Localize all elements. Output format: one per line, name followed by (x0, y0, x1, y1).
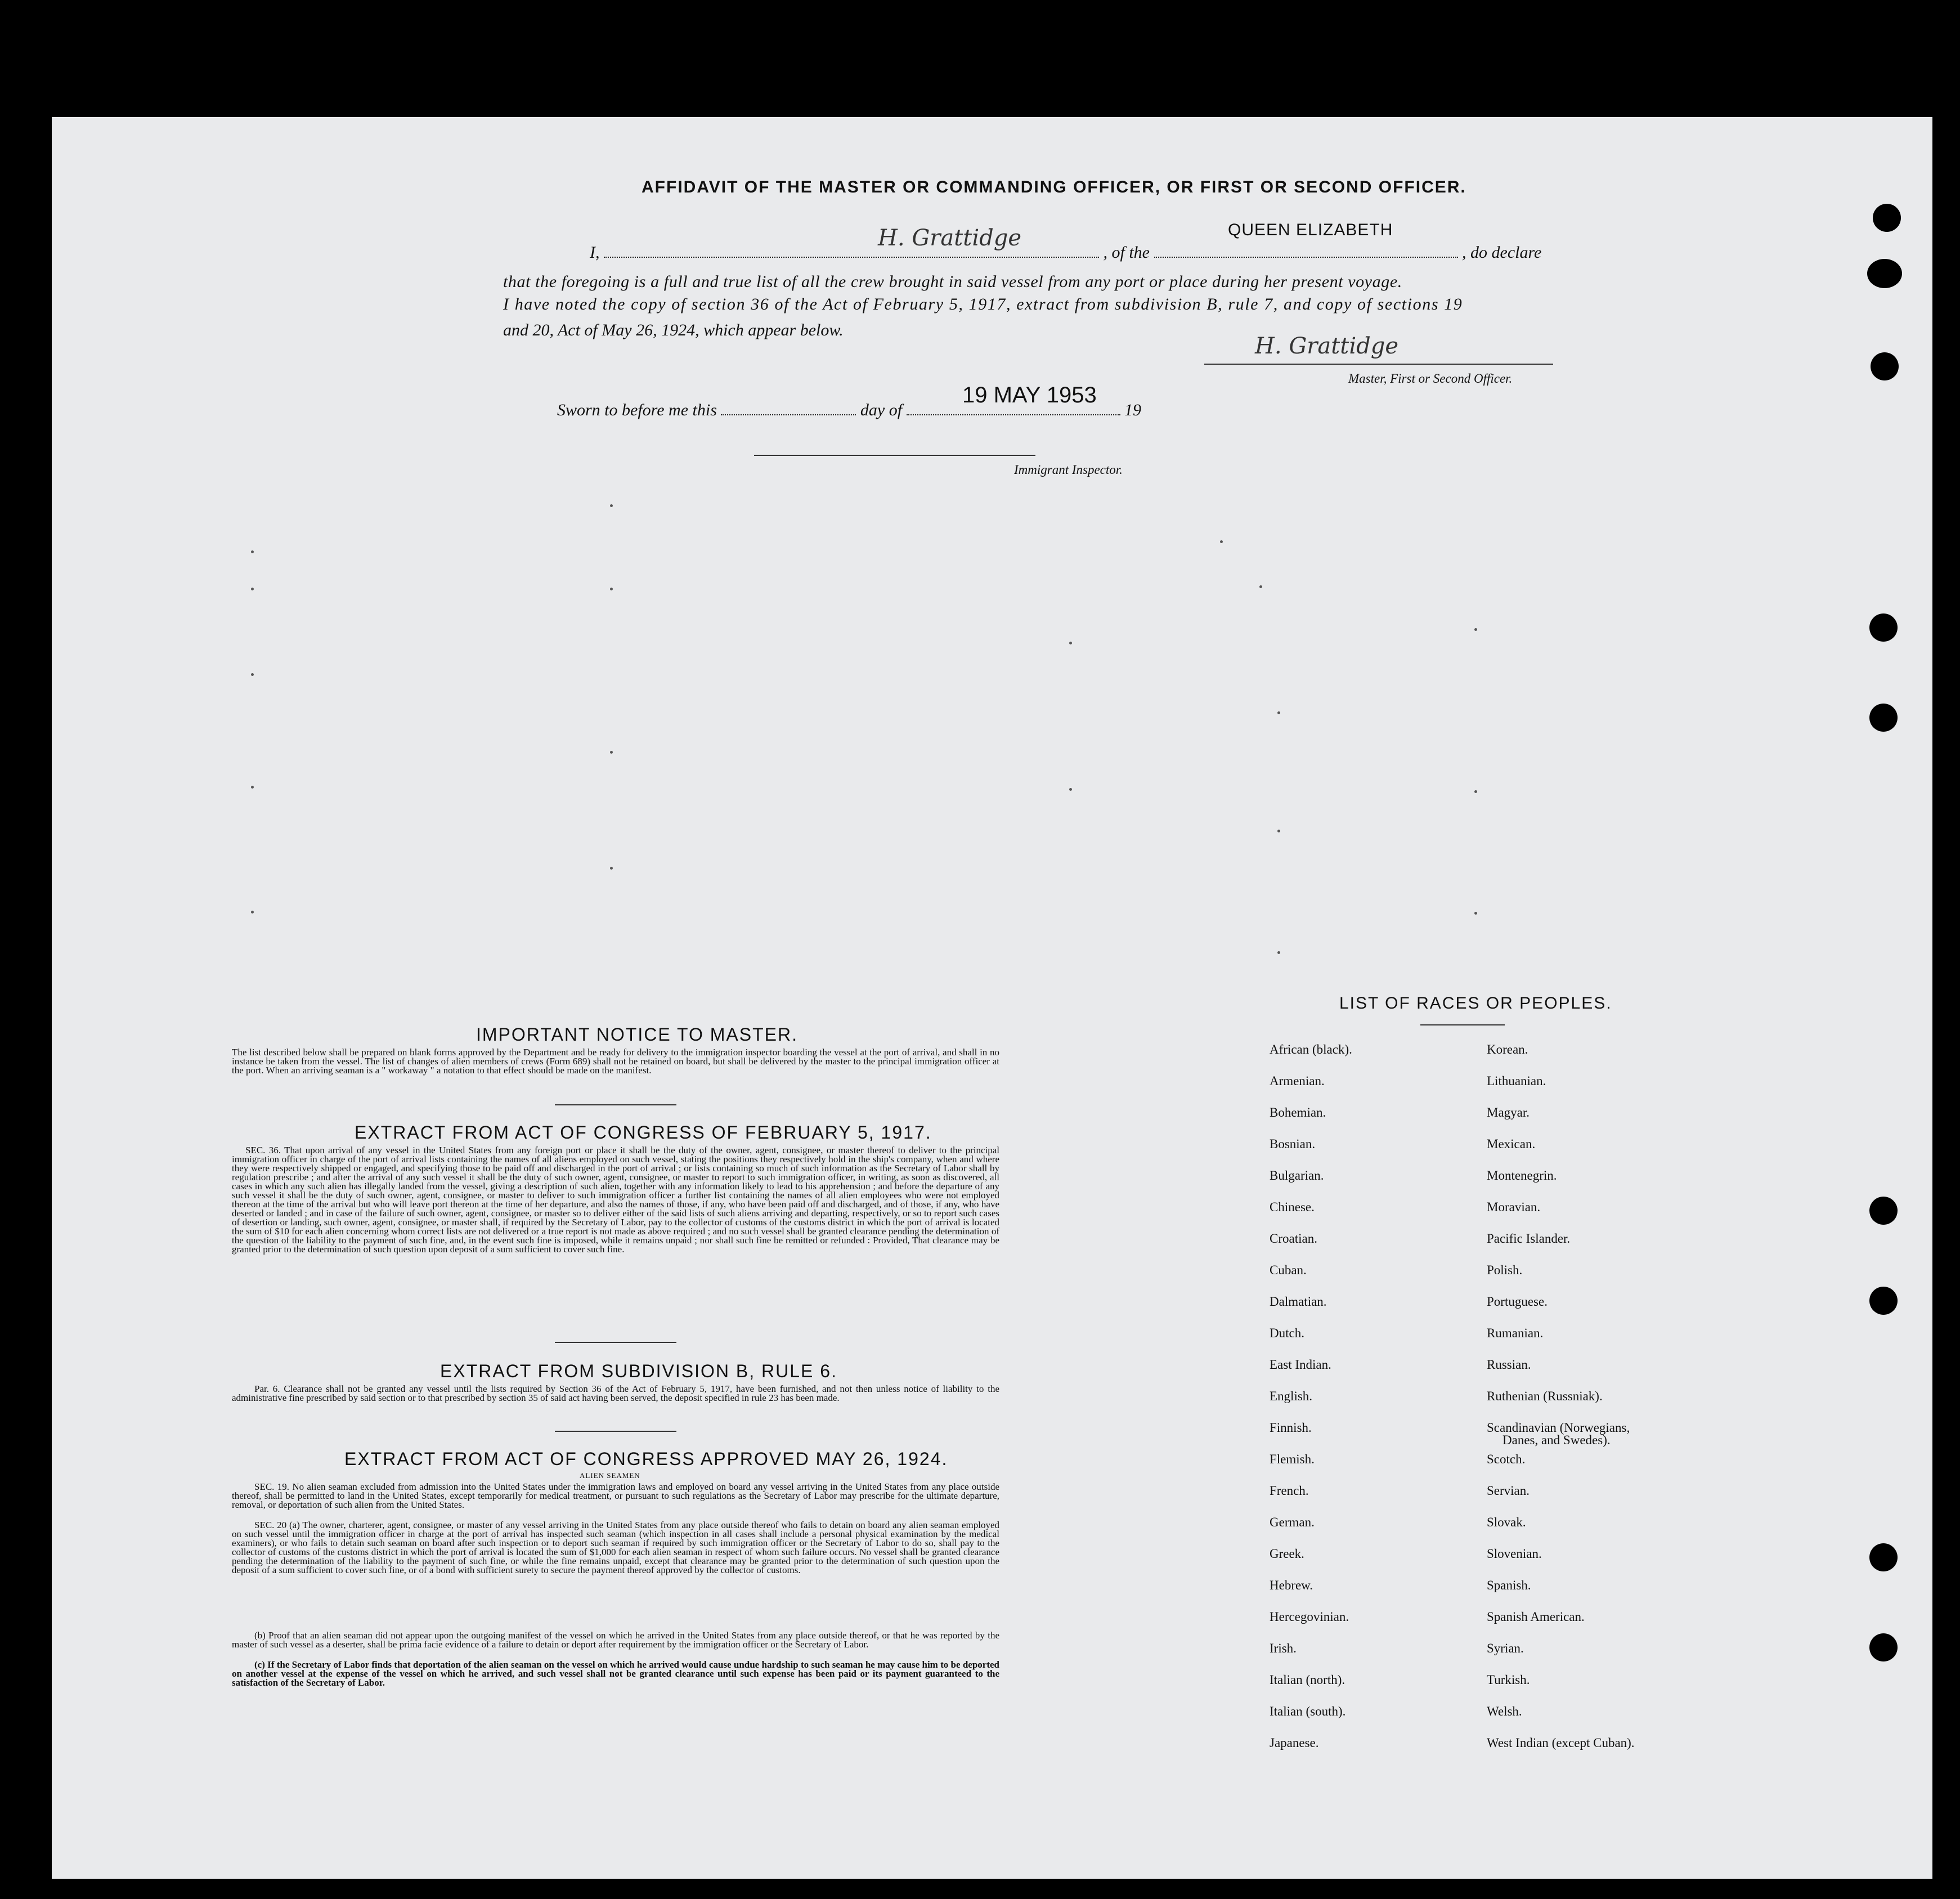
race-item: Slovenian. (1487, 1547, 1542, 1561)
race-item: Armenian. (1270, 1074, 1325, 1088)
race-item: Spanish American. (1487, 1610, 1585, 1624)
extract-1917-title: EXTRACT FROM ACT OF CONGRESS OF FEBRUARY 5, 1917. (355, 1122, 932, 1143)
race-item: Bosnian. (1270, 1137, 1316, 1151)
punch-hole (1869, 613, 1898, 642)
leader-dot (251, 550, 254, 553)
leader-dot (251, 786, 254, 789)
document-sheet (52, 117, 1932, 1879)
race-item: Moravian. (1487, 1200, 1541, 1214)
race-item: East Indian. (1270, 1358, 1331, 1372)
divider (555, 1342, 676, 1343)
leader-dot (610, 751, 613, 754)
race-item: Montenegrin. (1487, 1168, 1557, 1183)
race-item: Irish. (1270, 1641, 1297, 1655)
race-item: Syrian. (1487, 1641, 1524, 1655)
punch-hole (1869, 704, 1898, 732)
leader-dot (1474, 912, 1477, 915)
vessel-name: QUEEN ELIZABETH (1228, 221, 1393, 239)
leader-dot (1277, 951, 1280, 954)
leader-dot (1259, 585, 1262, 588)
race-item: Rumanian. (1487, 1326, 1544, 1340)
vessel-name-blank (1154, 254, 1458, 258)
race-item: West Indian (except Cuban). (1487, 1736, 1635, 1750)
punch-hole (1869, 1543, 1898, 1571)
master-name-blank (604, 254, 1099, 258)
race-item: Scotch. (1487, 1452, 1526, 1466)
race-item: Chinese. (1270, 1200, 1315, 1214)
signature-line (1204, 364, 1553, 365)
punch-hole (1867, 259, 1902, 288)
punch-hole (1869, 1287, 1898, 1315)
leader-dot (610, 867, 613, 870)
race-item: Servian. (1487, 1484, 1530, 1498)
extract-1924-sec20a: SEC. 20 (a) The owner, charterer, agent, consignee, or master of any vessel arriving in the United States from any place outside thereof who fails to detain on board any alien seaman employed on such vessel until the immigration officer in charge at the port of arrival has inspected such seaman (which inspection in all cases shall include a personal physical examination by the medical examiners), or who fails to detain such seaman on board after such inspection or to deport such seaman if required by such immigration officer or the Secretary of Labor to do so, shall pay to the collector of customs of the customs district in which the port of arrival is located the sum of $1,000 for each alien seaman in respect of whom such failure occurs. No vessel shall be granted clearance pending the determination of the liability to the payment of such fine, or while the fine remains unpaid, except that clearance may be granted prior to the determination of such question upon the deposit of a sum sufficient to cover such fine, or of a bond with sufficient surety to secure the payment thereof approved by the collector of customs. (232, 1520, 999, 1575)
leader-dot (251, 588, 254, 590)
races-title: LIST OF RACES OR PEOPLES. (1339, 994, 1612, 1013)
race-item: Korean. (1487, 1042, 1528, 1056)
leader-dot (1474, 628, 1477, 631)
extract-1924-sec20b: (b) Proof that an alien seaman did not appear upon the outgoing manifest of the vessel on which he arrived in the United States from any place outside thereof, or that he was reported by the master of such vessel as a deserter, shall be prima facie evidence of a failure to detain or deport after requirement by the immigration officer or the Secretary of Labor. (232, 1630, 999, 1650)
master-signature: H. Grattidge (878, 225, 1022, 251)
divider (555, 1104, 676, 1105)
affidavit-line1 (590, 243, 1541, 262)
day-blank (721, 412, 856, 415)
race-item: Dalmatian. (1270, 1295, 1327, 1309)
affidavit-line4: and 20, Act of May 26, 1924, which appear below. (503, 321, 844, 339)
date-stamp: 19 MAY 1953 (962, 383, 1097, 407)
punch-hole (1873, 204, 1901, 232)
race-item: Welsh. (1487, 1704, 1522, 1718)
signature-caption: Master, First or Second Officer. (1348, 371, 1513, 386)
notice-text: The list described below shall be prepared on blank forms approved by the Department and be ready for delivery to the immigration inspector boarding the vessel at the port of arrival, and shall in no instance be taken from the vessel. The list of changes of alien members of crews (Form 689) shall not be retained on board, but shall be delivered by the master to the principal immigration officer at the port. When an arriving seaman is a " workaway " a notation to that effect should be made on the manifest. (232, 1047, 999, 1076)
race-item: Finnish. (1270, 1421, 1312, 1435)
race-item: Croatian. (1270, 1231, 1317, 1246)
race-item: French. (1270, 1484, 1309, 1498)
race-item: Russian. (1487, 1358, 1531, 1372)
divider (555, 1431, 676, 1432)
affidavit-line2: that the foregoing is a full and true list of all the crew brought in said vessel from any port or place during her present voyage. (503, 272, 1402, 291)
affidavit-do-declare: , do declare (1462, 243, 1542, 262)
race-item: Slovak. (1487, 1515, 1526, 1529)
leader-dot (251, 911, 254, 913)
divider (1420, 1024, 1505, 1025)
leader-dot (1069, 788, 1072, 791)
affidavit-of-the: , of the (1103, 243, 1150, 262)
leader-dot (1277, 830, 1280, 832)
leader-dot (1474, 790, 1477, 793)
leader-dot (610, 588, 613, 590)
race-item: Mexican. (1487, 1137, 1536, 1151)
leader-dot (1277, 711, 1280, 714)
race-item: Spanish. (1487, 1578, 1531, 1592)
punch-hole (1871, 352, 1899, 380)
race-item: Dutch. (1270, 1326, 1304, 1340)
extract-1924-sec20c: (c) If the Secretary of Labor finds that deportation of the alien seaman on the vessel on which he arrived would cause undue hardship to such seaman he may cause him to be deported on another vessel at the expense of the vessel on which he arrived, and such vessel shall not be granted clearance until such expense has been paid or its payment guaranteed to the satisfaction of the Secretary of Labor. (232, 1659, 999, 1688)
extract-rule6-title: EXTRACT FROM SUBDIVISION B, RULE 6. (440, 1361, 837, 1381)
notice-title: IMPORTANT NOTICE TO MASTER. (476, 1024, 798, 1045)
race-item: Italian (south). (1270, 1704, 1346, 1718)
leader-dot (1069, 642, 1072, 644)
race-item: Ruthenian (Russniak). (1487, 1389, 1603, 1403)
affidavit-line3: I have noted the copy of section 36 of the Act of February 5, 1917, extract from subdivision B, rule 7, and copy of sections 19 (503, 295, 1463, 313)
race-item: Bulgarian. (1270, 1168, 1324, 1183)
race-item: Portuguese. (1487, 1295, 1548, 1309)
race-item: Scandinavian (Norwegians, (1487, 1421, 1630, 1435)
inspector-line (754, 455, 1035, 456)
race-item: Hercegovinian. (1270, 1610, 1349, 1624)
race-item: Bohemian. (1270, 1105, 1326, 1119)
race-item: Magyar. (1487, 1105, 1530, 1119)
race-item: African (black). (1270, 1042, 1352, 1056)
month-blank (907, 412, 1120, 415)
leader-dot (610, 504, 613, 507)
punch-hole (1869, 1197, 1898, 1225)
extract-1924-subtitle: ALIEN SEAMEN (580, 1471, 640, 1480)
extract-1917-text: SEC. 36. That upon arrival of any vessel in the United States from any foreign port or place it shall be the duty of the owner, agent, consignee, or master thereof to deliver to the principal immigration officer in charge of the port of arrival lists containing the names of all aliens employed on such vessel, stating the positions they respectively hold in the ship's company, when and where they were respectively shipped or engaged, and specifying those to be paid off and discharged in the port of arrival ; or lists containing so much of such information as the Secretary of Labor shall by regulation prescribe ; and after the arrival of any such vessel it shall be the duty of such owner, agent, consignee, or master to report to such immigration officer, in writing, as soon as discovered, all cases in which any such alien has illegally landed from the vessel, giving a description of such alien, together with any information likely to lead to his apprehension ; and before the departure of any such vessel it shall be the duty of such owner, agent, consignee, or master to deliver to such immigration officer a further list containing the names of all alien employees who were not employed thereon at the time of the arrival but who will leave port thereon at the time of her departure, and also the names of those, if any, who have been paid off and discharged, and of those, if any, who have deserted or landed ; and in case of the failure of such owner, agent, consignee, or master so to deliver either of the said lists of such aliens arriving and departing, respectively, or so to report such cases of desertion or landing, such owner, agent, consignee, or master shall, if required by the Secretary of Labor, pay to the collector of customs of the customs district in which the port of arrival is located the sum of $10 for each alien concerning whom correct lists are not delivered or a true report is not made as above required ; and no such vessel shall be granted clearance pending the determination of the question of the liability to the payment of such fine, and, in the event such fine is imposed, while it remains unpaid ; nor shall such fine be remitted or refunded : Provided, That clearance may be granted prior to the determination of such question upon deposit of a sum sufficient to cover such fine. (232, 1145, 999, 1255)
affidavit-i: I, (590, 243, 600, 262)
inspector-caption: Immigrant Inspector. (1014, 463, 1123, 477)
race-scandinavian-continued: Danes, and Swedes). (1502, 1433, 1611, 1447)
year-prefix: 19 (1124, 401, 1142, 419)
race-item: English. (1270, 1389, 1313, 1403)
race-item: Hebrew. (1270, 1578, 1313, 1592)
extract-1924-title: EXTRACT FROM ACT OF CONGRESS APPROVED MAY 26, 1924. (344, 1449, 948, 1469)
race-item: Cuban. (1270, 1263, 1307, 1277)
day-of-text: day of (860, 401, 903, 419)
extract-1924-sec19: SEC. 19. No alien seaman excluded from admission into the United States under the immigration laws and employed on board any vessel arriving in the United States from any place outside thereof, shall be permitted to land in the United States, except temporarily for medical treatment, or pursuant to such regulations as the Secretary of Labor may prescribe for the ultimate departure, removal, or deportation of such alien from the United States. (232, 1481, 999, 1510)
leader-dot (251, 673, 254, 676)
race-item: Italian (north). (1270, 1673, 1345, 1687)
punch-hole (1869, 1633, 1898, 1661)
extract-rule6-text: Par. 6. Clearance shall not be granted any vessel until the lists required by Section 36 of the Act of February 5, 1917, have been furnished, and not then unless notice of liability to the administrative fine prescribed by said section or to that prescribed by section 35 of said act having been served, the deposit specified in rule 23 has been made. (232, 1383, 999, 1403)
race-item: Greek. (1270, 1547, 1304, 1561)
race-item: German. (1270, 1515, 1315, 1529)
leader-dot (1220, 540, 1223, 543)
race-item: Lithuanian. (1487, 1074, 1546, 1088)
race-item: Pacific Islander. (1487, 1231, 1571, 1246)
race-item: Flemish. (1270, 1452, 1315, 1466)
master-signature-repeat: H. Grattidge (1255, 333, 1399, 359)
race-item: Polish. (1487, 1263, 1523, 1277)
affidavit-title: AFFIDAVIT OF THE MASTER OR COMMANDING OFFICER, OR FIRST OR SECOND OFFICER. (642, 178, 1466, 196)
race-item: Turkish. (1487, 1673, 1530, 1687)
sworn-text: Sworn to before me this (557, 401, 717, 419)
race-item: Japanese. (1270, 1736, 1319, 1750)
